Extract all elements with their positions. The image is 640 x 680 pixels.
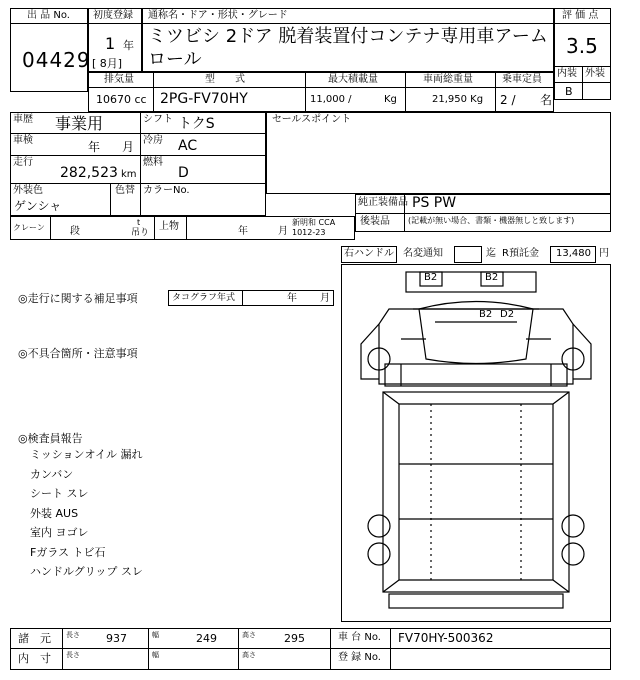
inspection-year: 年 [88,140,101,154]
recycle-value: 13,480 [556,248,591,259]
tacho-month: 月 [320,293,330,304]
score-value: 3.5 [566,34,598,58]
sales-point-label: セールスポイント [272,114,352,125]
crane-hang: 吊り [131,228,150,238]
ac-value: AC [178,138,198,154]
inspection-label: 車検 [13,135,33,146]
rebate-label: 迄 [486,248,496,259]
mileage-unit: km [121,169,137,180]
interior-height-label: 高さ [242,651,256,659]
crane-ton: t [137,218,141,227]
footer-table [10,628,611,670]
crane-year: 年 [238,226,248,237]
color-no-label: カラーNo. [143,185,190,196]
aftermarket-label: 後装品 [360,216,390,227]
crane-month: 月 [278,226,288,237]
interior-width-label: 幅 [152,651,159,659]
gross-weight-label: 車両総重量 [423,74,473,85]
tacho-label: タコグラフ年式 [172,293,236,303]
name-change-label: 名変通知 [403,248,443,259]
vehicle-name-line1: ミツビシ 2ドア 脱着装置付コンテナ専用車アーム [148,26,548,47]
recycle-unit: 円 [599,248,609,259]
inspector-heading: ◎検査員報告 [18,432,83,445]
equipment-label: 純正装備品 [358,197,408,208]
diagram-mark-3: B2 [479,309,493,320]
year-value: 1 [105,34,116,53]
inspector-item: 室内 ヨゴレ [30,526,89,539]
diagram-mark-4: D2 [500,309,515,320]
ac-label: 冷房 [143,135,163,146]
lot-number: 04429 [22,48,91,72]
month-value: [ 8月] [92,57,123,70]
vehicle-diagram [341,264,611,622]
color-label: 外装色 [13,185,43,196]
length-value: 937 [106,632,127,645]
score-label: 評 価 点 [562,10,599,21]
first-reg-label: 初度登録 [93,10,133,21]
model-value: 2PG-FV70HY [160,91,248,107]
cca-label: 新明和 CCA [292,218,336,227]
displacement-label: 排気量 [104,74,134,85]
mileage-label: 走行 [13,157,33,168]
tacho-year: 年 [287,293,297,304]
crane-label: クレーン [13,223,45,232]
interior-length-label: 長さ [66,651,80,659]
name-change-box [454,246,482,263]
name-label: 通称名・ドア・形状・グレード [148,10,288,21]
history-value: 事業用 [55,114,104,133]
chassis-value: FV70HY-500362 [398,631,494,645]
crane-up-label: 上物 [159,221,179,232]
interior-grade: B [565,85,573,98]
crane-stage: 段 [70,226,80,237]
length-label: 長さ [66,631,80,639]
fuel-label: 燃料 [143,157,163,168]
lot-label: 出 品 No. [27,10,70,21]
recycle-label: R預託金 [502,248,539,259]
inspector-item: カンバン [30,467,74,481]
inspection-month: 月 [122,140,135,154]
vehicle-name-line2: ロール [148,49,202,70]
inspector-item: Fガラス トビ石 [30,545,106,559]
steering-value: 右ハンドル [344,248,394,259]
mileage-value: 282,523 [60,165,118,181]
aftermarket-note: (記載が無い場合、書類・機器無しと致します) [408,216,575,225]
fuel-value: D [178,165,189,181]
interior-label: 内装 [557,68,577,79]
color-change-label: 色替 [115,185,135,196]
equipment-value: PS PW [412,195,457,211]
exterior-label: 外装 [585,68,605,79]
height-label: 高さ [242,631,256,639]
color-value: ゲンシャ [14,199,62,213]
gross-weight-value: 21,950 Kg [432,94,484,105]
inspector-item: ハンドルグリップ スレ [30,565,143,578]
year-unit: 年 [123,39,134,52]
width-value: 249 [196,632,217,645]
max-load-unit: Kg [384,94,397,105]
chassis-label: 車 台 No. [338,632,381,643]
registration-label: 登 録 No. [338,652,381,663]
history-label: 車歴 [13,114,33,125]
diagram-mark-2: B2 [485,272,499,283]
width-label: 幅 [152,631,159,639]
capacity-unit: 名 [540,93,553,107]
shift-label: シフト [143,114,173,125]
height-value: 295 [284,632,305,645]
model-label: 型 式 [205,74,245,85]
specs-row [88,72,554,112]
capacity-label: 乗車定員 [502,74,542,85]
max-load-label: 最大積載量 [328,74,378,85]
interior-dims-label: 内 寸 [18,652,51,665]
displacement-value: 10670 cc [96,93,147,106]
inspector-item: ミッションオイル 漏れ [30,448,143,461]
capacity-value: 2 / [500,93,516,107]
max-load-value: 11,000 / [310,94,352,105]
driving-heading: ◎走行に関する補足事項 [18,292,138,305]
shift-value: トクS [178,116,215,132]
dims-label: 諸 元 [18,632,51,645]
cca-value: 1012-23 [292,228,326,237]
diagram-mark-1: B2 [424,272,438,283]
inspector-item: シート スレ [30,487,89,500]
inspector-item: 外装 AUS [30,506,79,520]
defects-heading: ◎不具合箇所・注意事項 [18,347,138,360]
